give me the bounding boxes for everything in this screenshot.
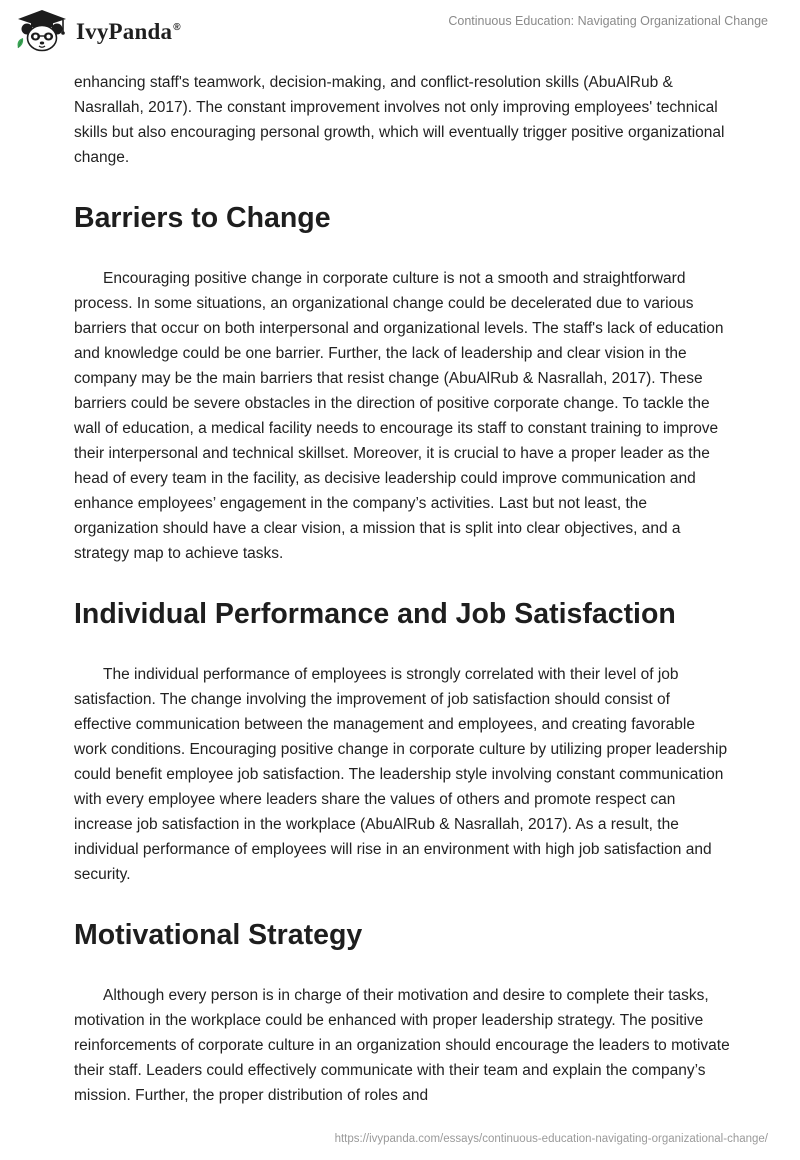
brand-name bbox=[76, 19, 181, 45]
heading-individual-performance: Individual Performance and Job Satisfaction bbox=[74, 598, 676, 630]
source-url[interactable]: https://ivypanda.com/essays/continuous-education-navigating-organizational-change/ bbox=[334, 1133, 768, 1145]
paragraph-motivational-strategy: Although every person is in charge of their motivation and desire to complete their tasks, motivation in the workplace could be enhanced with proper leadership strategy. The positive reinforcements of corporate culture in an organization should encourage the leaders to motivate their staff. Leaders could effectively communicate with their team and explain the company’s mission. Further, the proper distribution of roles and bbox=[74, 987, 730, 1104]
intro-paragraph: enhancing staff's teamwork, decision-making, and conflict-resolution skills (AbuAlRub & Nasrallah, 2017). The constant improvement involves not only improving employees' technical skills but also encouraging personal growth, which will eventually trigger positive organizational change. bbox=[74, 74, 725, 166]
brand-text: IvyPanda bbox=[76, 19, 173, 44]
ivypanda-logo[interactable] bbox=[14, 8, 181, 52]
panda-graduate-icon bbox=[14, 8, 70, 52]
paragraph-barriers-to-change: Encouraging positive change in corporate culture is not a smooth and straightforward process. In some situations, an organizational change could be decelerated due to various barriers that occur on both interpersonal and organizational levels. The staff's lack of education and knowledge could be one barrier. Further, the lack of leadership and clear vision in the company may be the main barriers that resist change (AbuAlRub & Nasrallah, 2017). These barriers could be severe obstacles in the direction of positive corporate change. To tackle the wall of education, a medical facility needs to encourage its staff to constant training to improve their interpersonal and technical skillset. Moreover, it is crucial to have a proper leader as the head of every team in the facility, as decisive leadership could improve communication and enhance employees’ engagement in the company’s activities. Last but not least, the organization should have a clear vision, a mission that is split into clear objectives, and a strategy map to achieve tasks. bbox=[74, 270, 724, 562]
heading-barriers-to-change: Barriers to Change bbox=[74, 202, 331, 234]
page-header bbox=[0, 0, 800, 60]
registered-mark: ® bbox=[173, 22, 181, 34]
paragraph-individual-performance: The individual performance of employees is strongly correlated with their level of job satisfaction. The change involving the improvement of job satisfaction should consist of effective communication between the management and employees, and creating favorable work conditions. Encouraging positive change in corporate culture by utilizing proper leadership could benefit employee job satisfaction. The leadership style involving constant communication with every employee where leaders share the values of others and promote respect can increase job satisfaction in the workplace (AbuAlRub & Nasrallah, 2017). As a result, the individual performance of employees will rise in an environment with high job satisfaction and security. bbox=[74, 666, 728, 883]
document-title: Continuous Education: Navigating Organizational Change bbox=[448, 14, 768, 28]
heading-motivational-strategy: Motivational Strategy bbox=[74, 919, 363, 951]
essay-body bbox=[74, 70, 730, 1108]
